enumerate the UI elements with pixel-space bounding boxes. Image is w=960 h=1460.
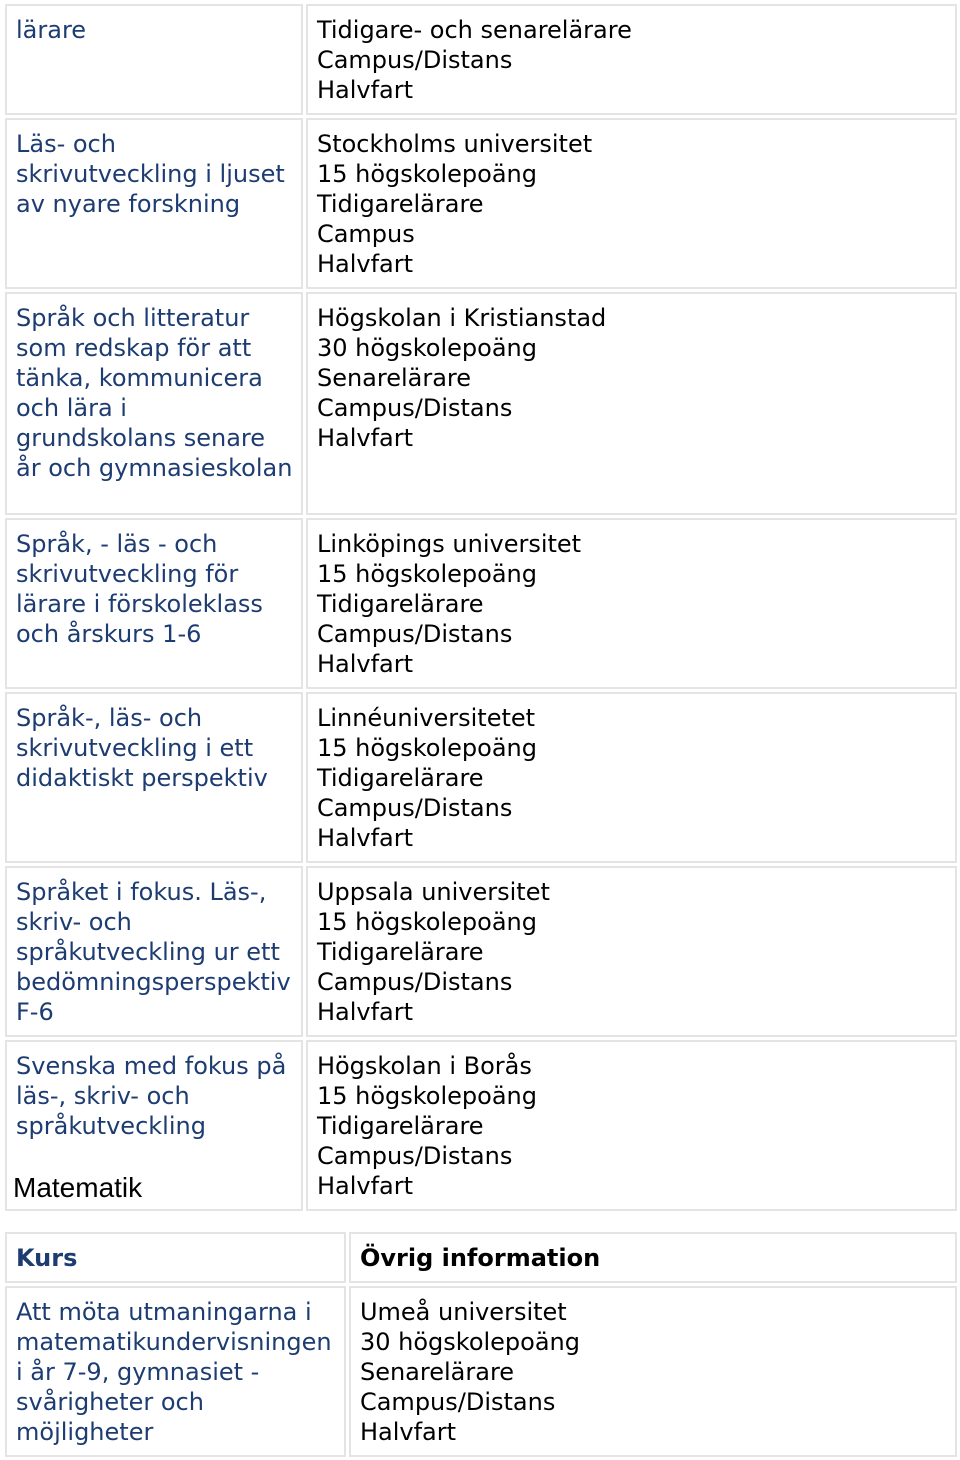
credits: 30 högskolepoäng (316, 334, 537, 362)
table-row (5, 1286, 957, 1457)
course-name: Svenska med fokus på läs-, skriv- och språkutveckling (16, 1052, 287, 1140)
table-row (5, 292, 957, 515)
table-row (5, 118, 957, 289)
course-cell (5, 1286, 346, 1457)
credits: 15 högskolepoäng (316, 160, 537, 188)
table-row (5, 1040, 957, 1211)
table-row (5, 866, 957, 1037)
course-name: Språk, - läs - och skrivutveckling för lärare i förskoleklass och årskurs 1-6 (16, 530, 263, 648)
study-form: Tidigare- och senarelärare (316, 16, 632, 44)
course-cell (5, 4, 303, 115)
study-pace: Halvfart (316, 250, 414, 278)
study-mode: Campus/Distans (316, 968, 513, 996)
study-mode: Campus/Distans (316, 1142, 513, 1170)
study-mode: Campus/Distans (316, 46, 513, 74)
course-name: Språk-, läs- och skrivutveckling i ett didaktiskt perspektiv (16, 704, 268, 792)
course-name: Att möta utmaningarna i matematikundervisningen i år 7-9, gymnasiet - svårigheter och möjligheter (16, 1298, 332, 1446)
target-group: Tidigarelärare (316, 764, 484, 792)
course-name: Läs- och skrivutveckling i ljuset av nyare forskning (16, 130, 285, 218)
study-mode: Campus/Distans (359, 1388, 556, 1416)
study-mode: Campus (316, 220, 415, 248)
course-name: Språk och litteratur som redskap för att tänka, kommunicera och lära i grundskolans senare år och gymnasieskolan (16, 304, 293, 482)
credits: 15 högskolepoäng (316, 734, 537, 762)
credits: 15 högskolepoäng (316, 908, 537, 936)
university: Linköpings universitet (316, 530, 582, 558)
target-group: Senarelärare (316, 364, 472, 392)
study-mode: Campus/Distans (316, 620, 513, 648)
university: Umeå universitet (359, 1298, 567, 1326)
info-cell (306, 118, 957, 289)
column-header-info: Övrig information (349, 1232, 957, 1283)
info-cell (306, 292, 957, 515)
course-cell (5, 692, 303, 863)
target-group: Tidigarelärare (316, 938, 484, 966)
info-cell (306, 4, 957, 115)
target-group: Senarelärare (359, 1358, 515, 1386)
study-pace: Halvfart (316, 650, 414, 678)
study-pace: Halvfart (316, 824, 414, 852)
info-cell (306, 692, 957, 863)
study-pace: Halvfart (316, 424, 414, 452)
table-row (5, 518, 957, 689)
course-name: Språket i fokus. Läs-, skriv- och språkutveckling ur ett bedömningsperspektiv F-6 (16, 878, 291, 1026)
study-mode: Campus/Distans (316, 394, 513, 422)
study-pace: Halvfart (316, 76, 414, 104)
course-cell (5, 866, 303, 1037)
target-group: Tidigarelärare (316, 1112, 484, 1140)
course-cell (5, 118, 303, 289)
university: Linnéuniversitetet (316, 704, 536, 732)
credits: 15 högskolepoäng (316, 1082, 537, 1110)
university: Högskolan i Borås (316, 1052, 532, 1080)
study-pace: Halvfart (316, 998, 414, 1026)
info-cell (306, 866, 957, 1037)
university: Högskolan i Kristianstad (316, 304, 607, 332)
credits: 15 högskolepoäng (316, 560, 537, 588)
university: Uppsala universitet (316, 878, 550, 906)
course-table-svenska (2, 1, 960, 1214)
table-row (5, 692, 957, 863)
info-cell (306, 518, 957, 689)
table-row (5, 4, 957, 115)
study-mode: Campus/Distans (316, 794, 513, 822)
course-table-matematik (2, 1229, 960, 1460)
column-header-course: Kurs (5, 1232, 346, 1283)
study-pace: Halvfart (316, 1172, 414, 1200)
table-header-row (5, 1232, 957, 1283)
credits: 30 högskolepoäng (359, 1328, 580, 1356)
info-cell (306, 1040, 957, 1211)
study-pace: Halvfart (359, 1418, 457, 1446)
section-title: Matematik (13, 1172, 143, 1203)
university: Stockholms universitet (316, 130, 593, 158)
info-cell (349, 1286, 957, 1457)
target-group: Tidigarelärare (316, 190, 484, 218)
course-cell (5, 518, 303, 689)
course-cell (5, 292, 303, 515)
target-group: Tidigarelärare (316, 590, 484, 618)
course-name: lärare (16, 16, 87, 44)
